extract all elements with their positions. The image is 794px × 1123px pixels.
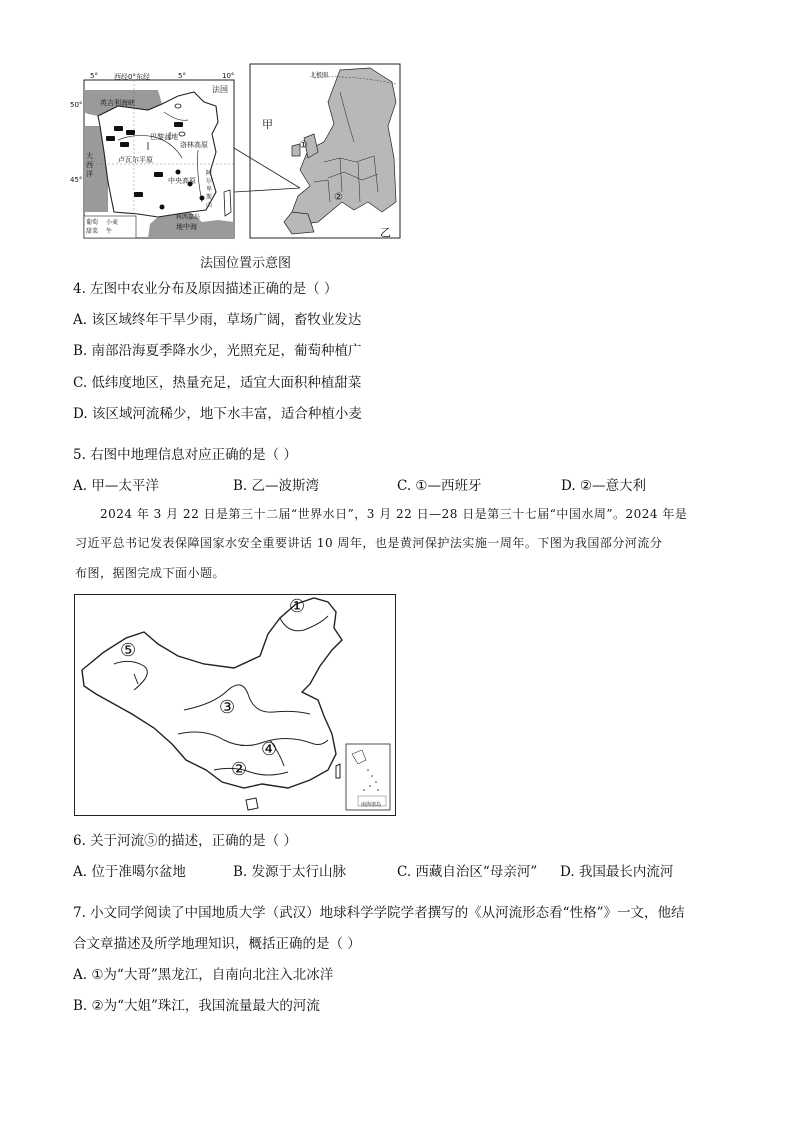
q5-option-b: B. 乙—波斯湾 (233, 478, 320, 494)
q6-option-c: C. 西藏自治区“母亲河” (397, 864, 538, 880)
france-map-figure (78, 62, 408, 244)
inset-label: 南海诸岛 (361, 802, 382, 808)
q7-option-a: A. ①为“大哥”黑龙江，自南向北注入北冰洋 (73, 967, 334, 983)
q7-option-b: B. ②为“大姐”珠江，我国流量最大的河流 (73, 998, 320, 1014)
legend-grapes: 葡萄 (86, 219, 99, 226)
q6-option-b: B. 发源于太行山脉 (233, 864, 347, 880)
lat-label: 45° (70, 176, 83, 184)
label-arctic-circle: 北极圈 (310, 72, 329, 79)
label-jia: 甲 (262, 118, 273, 131)
q4-stem: 4. 左图中农业分布及原因描述正确的是（ ） (73, 281, 338, 297)
q5-option-a: A. 甲—太平洋 (73, 478, 159, 494)
place-massif-central: 中央高原 (168, 177, 196, 185)
label-yi: 乙 (380, 226, 391, 239)
lon-label: 5° (90, 72, 98, 80)
q4-option-d: D. 该区域河流稀少，地下水丰富，适合种植小麦 (73, 406, 362, 422)
place-paris-basin: 巴黎盆地 (150, 133, 178, 141)
lon-label: 5° (178, 72, 186, 80)
q7-stem-line-2: 合文章描述及所学地理知识，概括正确的是（ ） (73, 936, 361, 952)
place-loire: 卢瓦尔平原 (118, 156, 153, 164)
lon-label: 西经0°东经 (114, 73, 150, 81)
legend-cattle: 牛 (105, 228, 112, 235)
q4-option-a: A. 该区域终年干旱少雨，草场广阔，畜牧业发达 (73, 312, 362, 328)
passage-line-3: 布图，据图完成下面小题。 (75, 566, 226, 580)
lon-labels (90, 72, 240, 82)
place-mediterranean: 地中海 (176, 223, 197, 231)
place-alps: 阿尔卑斯山 (206, 170, 213, 209)
legend-beet: 甜菜 (86, 228, 99, 235)
river-marker-5: ⑤ (120, 640, 137, 661)
passage-line-1: 2024 年 3 月 22 日是第三十二届“世界水日”，3 月 22 日—28 日是第三十七届“中国水周”。2024 年是 (100, 507, 688, 521)
q6-option-d: D. 我国最长内流河 (560, 864, 674, 880)
place-corsica: 科西嘉岛 (176, 214, 201, 221)
q6-stem: 6. 关于河流⑤的描述，正确的是（ ） (73, 833, 297, 849)
q5-option-d: D. ②—意大利 (561, 478, 647, 494)
label-circle-1: ① (299, 140, 308, 151)
river-marker-1: ① (289, 596, 306, 617)
legend-wheat: 小麦 (105, 219, 118, 226)
passage-line-2: 习近平总书记发表保障国家水安全重要讲话 10 周年，也是黄河保护法实施一周年。下图为我国部分河流分 (75, 536, 663, 550)
lat-label: 50° (70, 101, 83, 109)
legend (86, 218, 136, 236)
figure-caption: 法国位置示意图 (200, 256, 292, 271)
q4-option-b: B. 南部沿海夏季降水少，光照充足，葡萄种植广 (73, 343, 362, 359)
q5-option-c: C. ①—西班牙 (397, 478, 482, 494)
q5-stem: 5. 右图中地理信息对应正确的是（ ） (73, 447, 297, 463)
river-marker-4: ④ (261, 739, 278, 760)
q4-option-c: C. 低纬度地区，热量充足，适宜大面积种植甜菜 (73, 375, 362, 391)
label-circle-2: ② (334, 192, 343, 203)
place-atlantic: 大西洋 (86, 152, 93, 178)
q7-stem-line-1: 7. 小文同学阅读了中国地质大学（武汉）地球科学学院学者撰写的《从河流形态看“性格”》一文，他结 (73, 905, 685, 921)
country-label-france: 法国 (212, 85, 228, 94)
place-lorraine: 洛林高原 (180, 141, 208, 149)
lon-label: 10° (222, 72, 235, 80)
france-map-svg (78, 62, 408, 244)
place-english-channel: 英吉利海峡 (100, 99, 135, 107)
q6-option-a: A. 位于准噶尔盆地 (73, 864, 186, 880)
river-marker-2: ② (231, 759, 248, 780)
river-marker-3: ③ (219, 697, 236, 718)
